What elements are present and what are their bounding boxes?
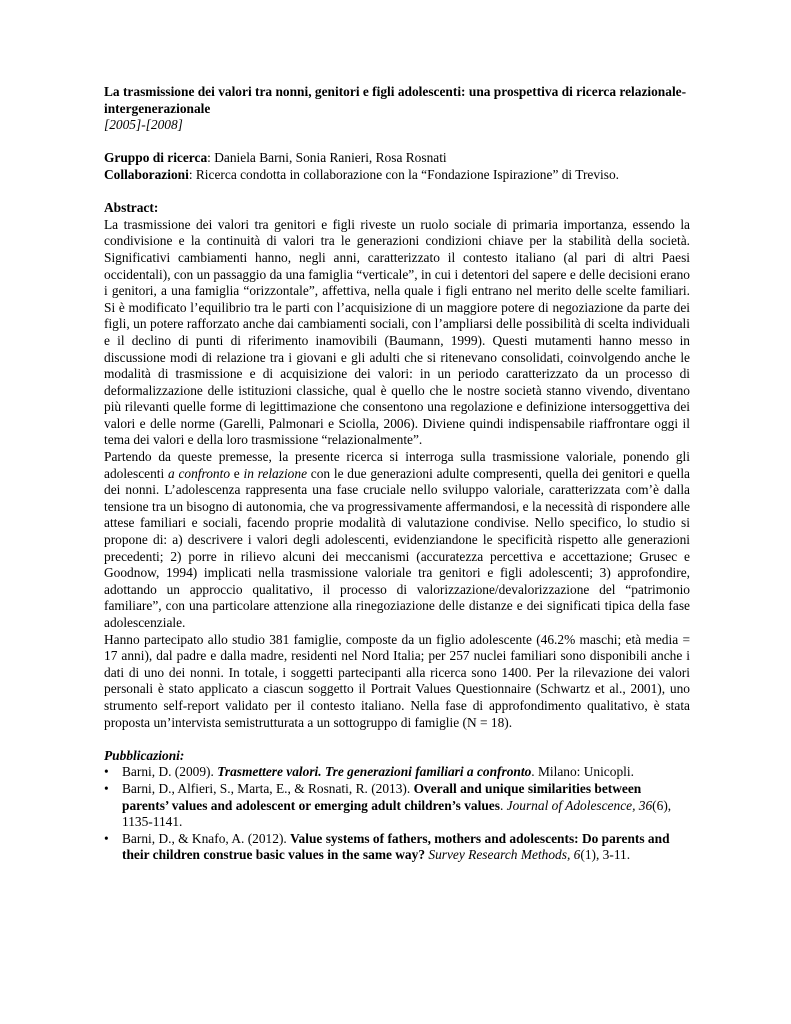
spacer <box>104 731 690 748</box>
document-page <box>104 84 690 864</box>
abstract-p2-rest: con le due generazioni adulte compresenti, quella dei genitori e quella dei nonni. L’adolescenza rappresenta una fase cruciale nello sviluppo valoriale, caratterizzata com’è dalla tensione tra un bisogno di autonomia, che va progressivamente affermandosi, e la necessità di rispondere alle attese familiari e sociali, facendo proprie modalità di valutazione condivise. Nello specifico, lo studio si propone di: a) descrivere i valori degli adolescenti, evidenziandone le specificità rispetto alle generazioni precedenti; 2) porre in rilievo alcuni dei meccanismi (accuratezza percettiva e accettazione; Grusec e Goodnow, 1994) implicati nella trasmissione valoriale tra genitori e figli adolescenti; 3) approfondire, adottando un approccio qualitativo, il processo di valorizzazione/devalorizzazione del “patrimonio familiare”, con una particolare attenzione alla rinegoziazione delle distanze e dei significati tipica della fase adolescenziale. <box>104 465 691 630</box>
bullet-icon: • <box>104 830 109 846</box>
bullet-icon: • <box>104 780 109 796</box>
document-title: La trasmissione dei valori tra nonni, genitori e figli adolescenti: una prospettiva di ricerca relazionale-intergenerazionale <box>104 84 687 116</box>
collaborations <box>104 167 690 184</box>
spacer <box>104 184 690 201</box>
project-dates: [2005]-[2008] <box>104 117 183 133</box>
bullet-icon: • <box>104 764 109 780</box>
publication-separator: . <box>499 797 507 813</box>
collaborations-label: Collaborazioni <box>104 166 189 182</box>
publication-journal: Journal of Adolescence, 36 <box>506 797 653 813</box>
publications-list <box>104 764 690 864</box>
abstract-heading: Abstract: <box>104 200 159 216</box>
research-group-value: : Daniela Barni, Sonia Ranieri, Rosa Rosnati <box>207 150 447 166</box>
publication-title: Overall and unique similarities between parents’ values and adolescent or emerging adult children’s values <box>122 780 642 813</box>
abstract-p2-emphasis-1: a confronto <box>168 465 231 481</box>
publication-title: Value systems of fathers, mothers and adolescents: Do parents and their children construe basic values in the same way? <box>122 830 670 863</box>
publication-item <box>104 764 690 781</box>
publication-authors: Barni, D., Alfieri, S., Marta, E., & Rosnati, R. (2013). <box>122 780 414 796</box>
publication-title: Trasmettere valori. Tre generazioni familiari a confronto <box>217 764 532 780</box>
publication-details: (1), 3-11. <box>580 847 631 863</box>
collaborations-value: : Ricerca condotta in collaborazione con la “Fondazione Ispirazione” di Treviso. <box>188 166 620 182</box>
research-group <box>104 150 690 167</box>
publication-item <box>104 781 690 831</box>
publication-details: . Milano: Unicopli. <box>531 764 634 780</box>
publication-item <box>104 831 690 864</box>
publication-details: (6), 1135-1141. <box>122 797 672 830</box>
abstract-p2-start: Partendo da queste premesse, la presente ricerca si interroga sulla trasmissione valoriale, ponendo gli adolescenti <box>104 449 690 481</box>
abstract-paragraph-3: Hanno partecipato allo studio 381 famiglie, composte da un figlio adolescente (46.2% maschi; età media = 17 anni), dal padre e dalla madre, residenti nel Nord Italia; per 257 nuclei familiari sono disponibili anche i dati di uno dei nonni. In totale, i soggetti partecipanti alla ricerca sono 1400. Per la rilevazione dei valori personali è stato applicato a ciascun soggetto il Portrait Values Questionnaire (Schwartz et al., 2001), uno strumento self-report validato per il contesto italiano. Nella fase di approfondimento qualitativo, è stata proposta un’intervista semistrutturata a un sottogruppo di famiglie (N = 18). <box>104 631 690 730</box>
publication-journal: Survey Research Methods, 6 <box>428 847 581 863</box>
abstract-p2-and: e <box>230 465 244 481</box>
publication-authors: Barni, D. (2009). <box>122 764 218 780</box>
publication-authors: Barni, D., & Knafo, A. (2012). <box>122 830 291 846</box>
research-group-label: Gruppo di ricerca <box>104 150 208 166</box>
abstract-paragraph-1: La trasmissione dei valori tra genitori e figli riveste un ruolo sociale di primaria importanza, essendo la condivisione e la continuità di valori tra le generazioni condizioni chiave per la stabilità della società. Significativi cambiamenti hanno, negli anni, caratterizzato il contesto italiano (al pari di altri Paesi occidentali), con un passaggio da una famiglia “verticale”, in cui i detentori del sapere e delle decisioni erano i genitori, a una famiglia “orizzontale”, affettiva, nella quale i figli entrano nel merito delle scelte familiari. Si è modificato l’equilibrio tra le parti con l’acquisizione di un maggiore potere di negoziazione da parte dei figli, un potere rafforzato anche dai cambiamenti sociali, con l’ampliarsi delle possibilità di scelta individuali e il declino di punti di riferimento inamovibili (Baumann, 1999). Questi mutamenti hanno messo in discussione modi di relazione tra i giovani e gli adulti che si ritenevano consolidati, coinvolgendo anche le modalità di trasmissione e di acquisizione dei valori: in un periodo caratterizzato da un processo di deformalizzazione delle istituzioni classiche, qual è quello che le nostre società stanno vivendo, diventano più rilevanti quelle forme di legittimazione che consentono una regolazione e definizione intersoggettiva dei valori e delle norme (Garelli, Palmonari e Sciolla, 2006). Diviene quindi indispensabile riaffrontare oggi il tema dei valori e della loro trasmissione “relazionalmente”. <box>104 216 690 448</box>
spacer <box>104 134 690 151</box>
abstract-paragraph-2 <box>104 449 690 632</box>
publications-heading: Pubblicazioni: <box>104 747 185 763</box>
abstract-p2-emphasis-2: in relazione <box>243 465 308 481</box>
